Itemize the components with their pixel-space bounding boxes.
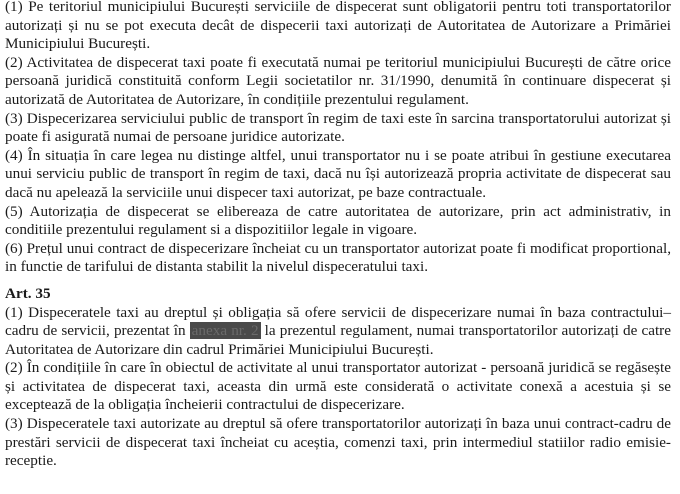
annex-reference-highlight: anexa nr. 2 (191, 322, 259, 340)
paragraph-5: (5) Autorizația de dispecerat se elibereaza de catre autoritatea de autorizare, prin act administrativ, in conditiile prezentului regulament si a dispozitiilor legale in vigoare. (5, 202, 671, 239)
paragraph-3: (3) Dispecerizarea serviciului public de transport în regim de taxi este în sarcina transportatorului autorizat și poate fi asigurată numai de persoane juridice autorizate. (5, 109, 671, 146)
article-heading: Art. 35 (5, 284, 51, 302)
paragraph-6: (6) Prețul unui contract de dispecerizare încheiat cu un transportator autorizat poate fi modificat proportional, in functie de tarifului de distanta stabilit la nivelul dispeceratului taxi. (5, 239, 671, 276)
article-p1-after: la prezentul regulament, numai transportatorilor autorizați de catre Autoritatea de Autorizare din cadrul Primăriei Municipiului București. (5, 322, 671, 358)
article-p1-before: (1) Dispeceratele taxi au dreptul și obligația să ofere servicii de dispecerizare numai în baza contractului–cadru de servicii, prezentat în (5, 303, 671, 340)
article-paragraph-2: (2) În condițiile în care în obiectul de activitate al unui transportator autorizat - persoană juridică se regăsește și activitatea de dispecerat taxi, aceasta din urmă este considerată o activitate conexă a acestuia și se exceptează de la obligația încheierii contractului de dispecerizare. (5, 359, 671, 414)
paragraph-4: (4) În situația în care legea nu distinge altfel, unui transportator nu i se poate atribui în gestiune executarea unui serviciu public de transport în regim de taxi, dacă nu își autorizează propria activitate de dispecerat sau dacă nu apelează la serviciile unui dispecer taxi autorizat, pe baze contractuale. (5, 146, 671, 201)
article-paragraph-3: (3) Dispeceratele taxi autorizate au dreptul să ofere transportatorilor autorizați în baza unui contract-cadru de prestări servicii de dispecerat taxi încheiat cu aceștia, comenzi taxi, prin intermediul statiilor radio emisie- receptie. (5, 415, 671, 470)
article-paragraph-1 (5, 304, 671, 360)
paragraph-2: (2) Activitatea de dispecerat taxi poate fi executată numai pe teritoriul municipiului București de către orice persoană juridică constituită conform Legii societatilor nr. 31/1990, denumită în continuare dispecerat și autorizată de Autoritatea de Autorizare, în condițiile prezentului regulament. (5, 53, 671, 108)
document-page (5, 0, 671, 471)
paragraph-1: (1) Pe teritoriul municipiului București serviciile de dispecerat sunt obligatorii pentru toti transportatorilor autorizați și nu se pot executa decât de dispecerii taxi autorizați de Autoritatea de Autorizare a Primăriei Municipiului București. (5, 0, 671, 53)
